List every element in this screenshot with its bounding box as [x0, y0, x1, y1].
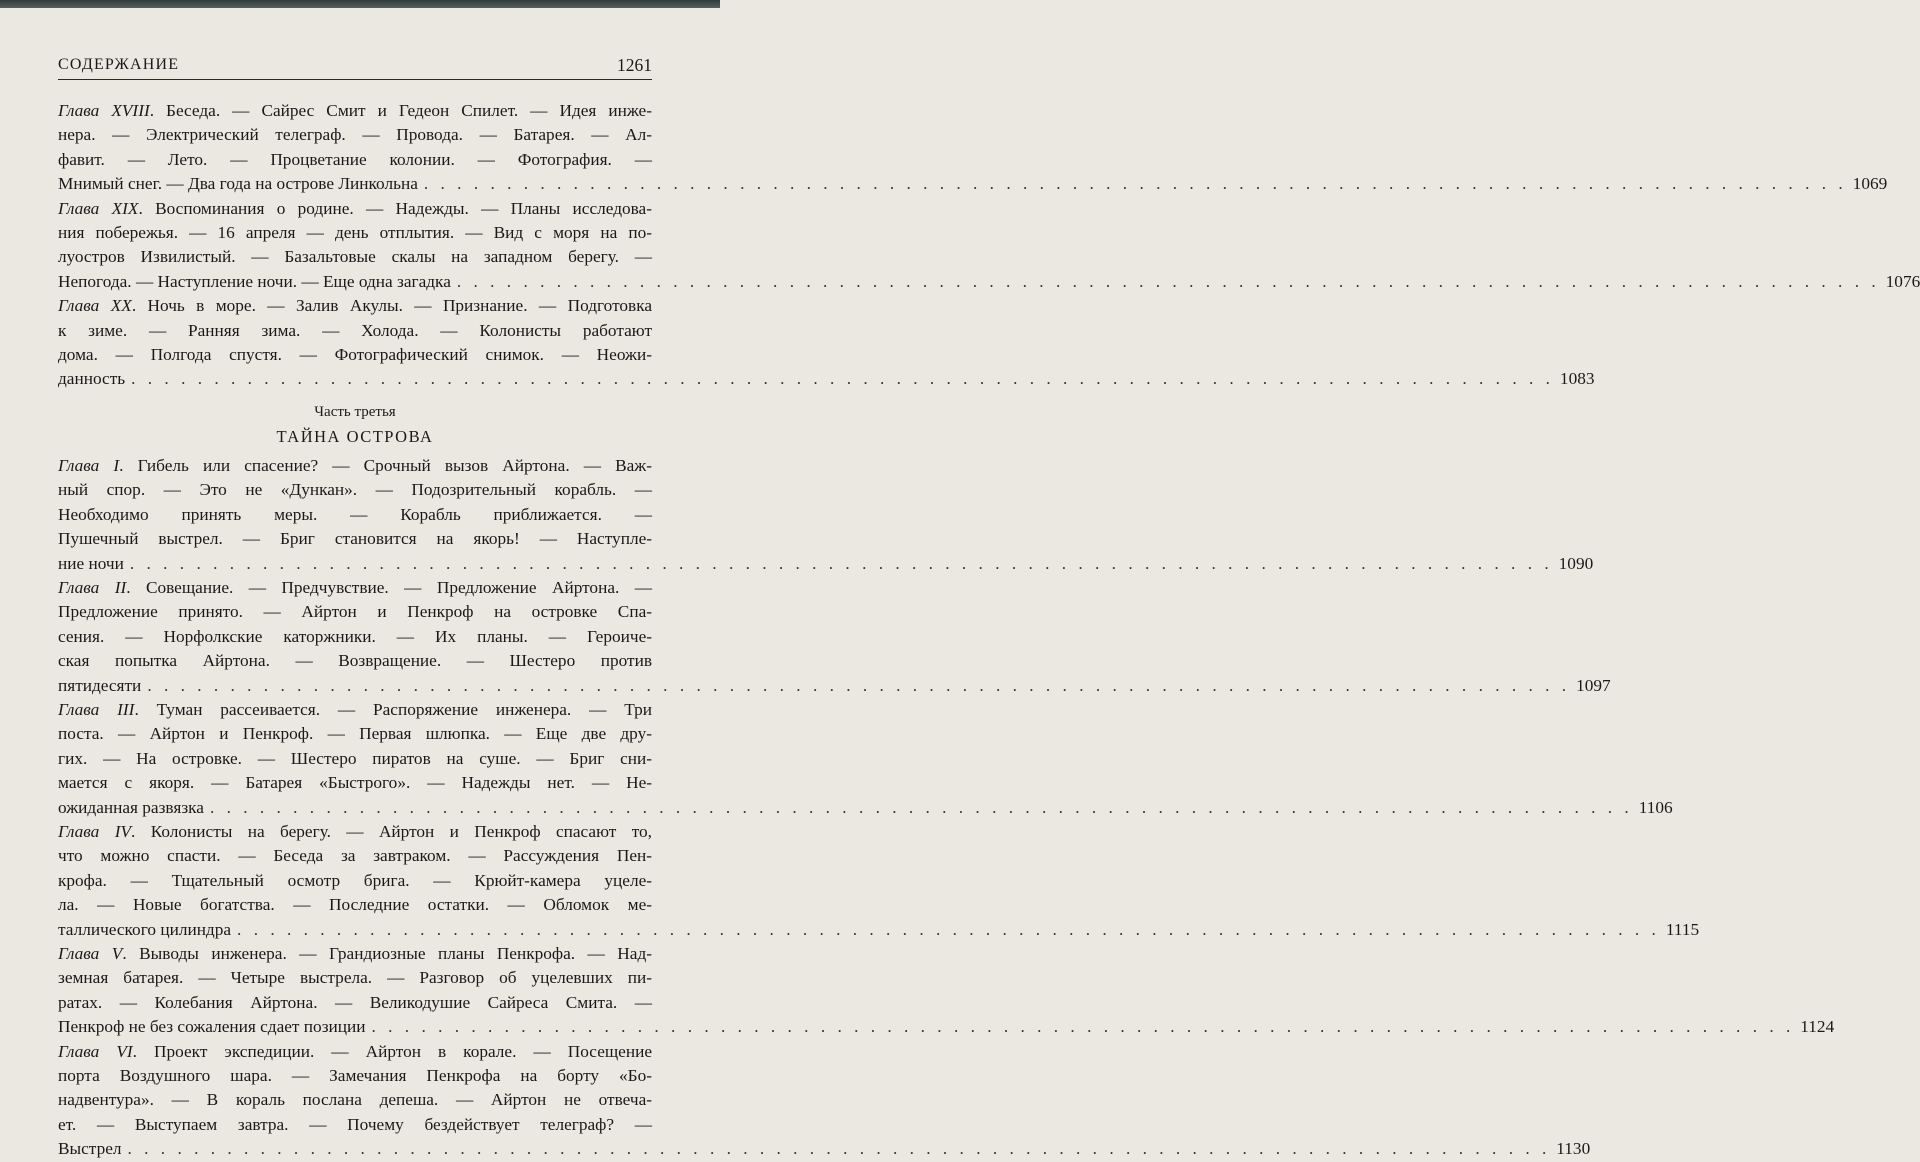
- toc-entry-line: [58, 893, 652, 917]
- toc-entry-line: [58, 478, 652, 502]
- toc-entry-line: [58, 625, 652, 649]
- chapter-label: Глава XX: [58, 296, 132, 316]
- book-top-edge: [0, 0, 720, 8]
- leader-dots: . . . . . . . . . . . . . . . . . . . . . . . . . . . . . . . . . . . . . . . . . . . . . . . . . . . . . . . . . . . . . . . . . . . . . . . . . . . . . . . . . . . . . .: [129, 553, 1553, 573]
- toc-entry-last-line: [58, 172, 1888, 196]
- toc-entry-line: [58, 747, 652, 771]
- chapter-label: Глава I: [58, 455, 120, 475]
- toc-entry: [58, 1040, 1591, 1162]
- chapter-label: Глава II: [58, 577, 127, 597]
- chapter-description-text: Непогода. — Наступление ночи. — Еще одна загадка: [58, 271, 451, 291]
- chapter-page-number: 1069: [1852, 174, 1888, 194]
- chapter-label: Глава IV: [58, 821, 132, 841]
- toc-entry-line: [58, 148, 652, 172]
- leader-dots: . . . . . . . . . . . . . . . . . . . . . . . . . . . . . . . . . . . . . . . . . . . . . . . . . . . . . . . . . . . . . . . . . . . . . . . . . . . . . . . . . . . . . .: [127, 1139, 1551, 1159]
- chapter-description-text: надвентура». — В кораль послана депеша. — Айртон не отвеча-: [58, 1090, 652, 1110]
- chapter-description-text: . Беседа. — Сайрес Смит и Гедеон Спилет. — Идея инже-: [149, 101, 652, 120]
- toc-entry-line: [58, 454, 652, 478]
- chapter-description-text: что можно спасти. — Беседа за завтраком. — Рассуждения Пен-: [58, 846, 652, 866]
- toc-entry-line: [58, 1113, 652, 1137]
- toc-entry-line: [58, 1040, 652, 1064]
- chapter-description-text: пятидесяти: [58, 675, 142, 695]
- toc-entry: [58, 698, 1673, 820]
- leader-dots: . . . . . . . . . . . . . . . . . . . . . . . . . . . . . . . . . . . . . . . . . . . . . . . . . . . . . . . . . . . . . . . . . . . . . . . . . . . . . . . . . . . . . .: [131, 369, 1554, 389]
- chapter-description-text: . Проект экспедиции. — Айртон в корале. — Посещение: [132, 1041, 653, 1061]
- part-title: ТАЙНА ОСТРОВА: [276, 426, 434, 446]
- toc-entry-last-line: [58, 367, 1595, 391]
- toc-entry-line: [58, 343, 652, 367]
- chapter-label: Глава VI: [58, 1041, 133, 1061]
- toc-entry-line: [58, 820, 652, 844]
- part-heading: [58, 400, 652, 450]
- toc-entry: [58, 576, 1611, 698]
- toc-entry-last-line: [58, 918, 1700, 942]
- chapter-page-number: 1083: [1559, 369, 1595, 389]
- chapter-description-text: земная батарея. — Четыре выстрела. — Разговор об уцелевших пи-: [58, 968, 652, 988]
- toc-section-after: [58, 454, 1835, 1162]
- chapter-label: Глава III: [58, 699, 135, 719]
- toc-entry-line: [58, 649, 652, 673]
- chapter-description-text: Пенкроф не без сожаления сдает позиции: [58, 1017, 366, 1037]
- chapter-description-text: ния побережья. — 16 апреля — день отплытия. — Вид с моря на по-: [58, 223, 652, 243]
- toc-section-before: [58, 99, 1920, 392]
- toc-entry: [58, 820, 1700, 942]
- toc-entry-last-line: [58, 1137, 1591, 1161]
- chapter-label: Глава V: [58, 944, 123, 963]
- chapter-description-text: данность: [58, 369, 126, 389]
- chapter-description-text: ская попытка Айртона. — Возвращение. — Шестеро против: [58, 651, 652, 671]
- toc-entry-line: [58, 698, 652, 722]
- chapter-description-text: порта Воздушного шара. — Замечания Пенкрофа на борту «Бо-: [58, 1066, 652, 1086]
- running-title: СОДЕРЖАНИЕ: [58, 56, 180, 73]
- toc-entry-line: [58, 245, 652, 269]
- chapter-label: Глава XIX: [58, 198, 139, 218]
- chapter-description-text: поста. — Айртон и Пенкроф. — Первая шлюпка. — Еще две дру-: [58, 724, 652, 744]
- chapter-description-text: луостров Извилистый. — Базальтовые скалы на западном берегу. —: [58, 247, 652, 267]
- chapter-description-text: гих. — На островке. — Шестеро пиратов на суше. — Бриг сни-: [58, 748, 652, 768]
- toc-entry-line: [58, 722, 652, 746]
- toc-entry-line: [58, 991, 652, 1015]
- chapter-description-text: Предложение принято. — Айртон и Пенкроф на островке Спа-: [58, 602, 652, 622]
- toc-entry: [58, 454, 1594, 576]
- chapter-description-text: Пушечный выстрел. — Бриг становится на якорь! — Наступле-: [58, 529, 652, 549]
- chapter-description-text: крофа. — Тщательный осмотр брига. — Крюйт-камера уцеле-: [58, 870, 652, 890]
- toc-entry-line: [58, 294, 652, 318]
- toc-entry-line: [58, 319, 652, 343]
- chapter-page-number: 1115: [1665, 919, 1700, 939]
- chapter-page-number: 1124: [1800, 1017, 1835, 1037]
- toc-entry: [58, 942, 1835, 1040]
- toc-entry-last-line: [58, 1015, 1835, 1039]
- chapter-description-text: сения. — Норфолкские каторжники. — Их планы. — Героиче-: [58, 626, 652, 646]
- toc-entry-last-line: [58, 796, 1673, 820]
- leader-dots: . . . . . . . . . . . . . . . . . . . . . . . . . . . . . . . . . . . . . . . . . . . . . . . . . . . . . . . . . . . . . . . . . . . . . . . . . . . . . . . . . . . . . .: [456, 271, 1880, 291]
- chapter-description-text: дома. — Полгода спустя. — Фотографический снимок. — Неожи-: [58, 345, 652, 365]
- toc-entry-line: [58, 123, 652, 147]
- chapter-page-number: 1106: [1638, 797, 1673, 817]
- toc-entry-line: [58, 771, 652, 795]
- chapter-description-text: ла. — Новые богатства. — Последние остатки. — Обломок ме-: [58, 895, 652, 915]
- chapter-description-text: ный спор. — Это не «Дункан». — Подозрительный корабль. —: [58, 480, 652, 500]
- chapter-description-text: таллического цилиндра: [58, 919, 232, 939]
- chapter-description-text: Выстрел: [58, 1139, 122, 1159]
- part-label: Часть третья: [314, 403, 396, 420]
- toc-entry-line: [58, 942, 652, 966]
- chapter-description-text: . Выводы инженера. — Грандиозные планы Пенкрофа. — Над-: [122, 944, 652, 963]
- chapter-description-text: Необходимо принять меры. — Корабль приближается. —: [58, 504, 652, 524]
- chapter-description-text: . Ночь в море. — Залив Акулы. — Признание. — Подготовка: [131, 296, 652, 316]
- chapter-description-text: к зиме. — Ранняя зима. — Холода. — Колонисты работают: [58, 320, 652, 340]
- toc-entry-line: [58, 503, 652, 527]
- header-rule: [58, 79, 652, 80]
- toc-entry-line: [58, 966, 652, 990]
- leader-dots: . . . . . . . . . . . . . . . . . . . . . . . . . . . . . . . . . . . . . . . . . . . . . . . . . . . . . . . . . . . . . . . . . . . . . . . . . . . . . . . . . . . . . .: [237, 919, 1660, 939]
- leader-dots: . . . . . . . . . . . . . . . . . . . . . . . . . . . . . . . . . . . . . . . . . . . . . . . . . . . . . . . . . . . . . . . . . . . . . . . . . . . . . . . . . . . . . .: [423, 174, 1847, 194]
- chapter-description-text: ратах. — Колебания Айртона. — Великодушие Сайреса Смита. —: [58, 992, 652, 1012]
- toc-entry-line: [58, 600, 652, 624]
- toc-entry-line: [58, 844, 652, 868]
- leader-dots: . . . . . . . . . . . . . . . . . . . . . . . . . . . . . . . . . . . . . . . . . . . . . . . . . . . . . . . . . . . . . . . . . . . . . . . . . . . . . . . . . . . . . .: [209, 797, 1633, 817]
- chapter-label: Глава XVIII: [58, 101, 150, 120]
- leader-dots: . . . . . . . . . . . . . . . . . . . . . . . . . . . . . . . . . . . . . . . . . . . . . . . . . . . . . . . . . . . . . . . . . . . . . . . . . . . . . . . . . . . . . .: [147, 675, 1571, 695]
- chapter-page-number: 1130: [1556, 1139, 1591, 1159]
- toc-entry-line: [58, 1088, 652, 1112]
- chapter-description-text: мается с якоря. — Батарея «Быстрого». — Надежды нет. — Не-: [58, 773, 652, 793]
- chapter-description-text: ет. — Выступаем завтра. — Почему бездействует телеграф? —: [58, 1114, 652, 1134]
- toc-entry-line: [58, 869, 652, 893]
- chapter-description-text: Мнимый снег. — Два года на острове Линкольна: [58, 174, 418, 194]
- chapter-description-text: . Совещание. — Предчувствие. — Предложение Айртона. —: [126, 577, 652, 597]
- toc-entry-line: [58, 576, 652, 600]
- toc-entry-last-line: [58, 270, 1920, 294]
- toc-entry: [58, 294, 1595, 392]
- toc-entry: [58, 197, 1920, 295]
- chapter-description-text: ние ночи: [58, 553, 124, 573]
- chapter-description-text: . Туман рассеивается. — Распоряжение инженера. — Три: [134, 699, 653, 719]
- toc-entry-line: [58, 527, 652, 551]
- leader-dots: . . . . . . . . . . . . . . . . . . . . . . . . . . . . . . . . . . . . . . . . . . . . . . . . . . . . . . . . . . . . . . . . . . . . . . . . . . . . . . . . . . . . . .: [371, 1017, 1795, 1037]
- toc-entry: [58, 99, 1888, 197]
- chapter-description-text: . Воспоминания о родине. — Надежды. — Планы исследова-: [138, 198, 652, 218]
- toc-entry-last-line: [58, 674, 1611, 698]
- chapter-description-text: . Колонисты на берегу. — Айртон и Пенкроф спасают то,: [131, 821, 652, 841]
- table-of-contents: [58, 99, 1920, 1162]
- toc-entry-line: [58, 197, 652, 221]
- toc-entry-last-line: [58, 552, 1594, 576]
- chapter-description-text: ожиданная развязка: [58, 797, 204, 817]
- chapter-description-text: нера. — Электрический телеграф. — Провода. — Батарея. — Ал-: [58, 125, 652, 145]
- chapter-description-text: фавит. — Лето. — Процветание колонии. — Фотография. —: [58, 149, 652, 169]
- chapter-page-number: 1090: [1558, 553, 1594, 573]
- page-number: 1261: [617, 55, 652, 75]
- page-header: [58, 54, 652, 82]
- chapter-page-number: 1097: [1576, 675, 1611, 695]
- toc-entry-line: [58, 99, 652, 123]
- toc-entry-line: [58, 221, 652, 245]
- chapter-page-number: 1076: [1885, 271, 1920, 291]
- toc-entry-line: [58, 1064, 652, 1088]
- chapter-description-text: . Гибель или спасение? — Срочный вызов Айртона. — Важ-: [119, 455, 652, 475]
